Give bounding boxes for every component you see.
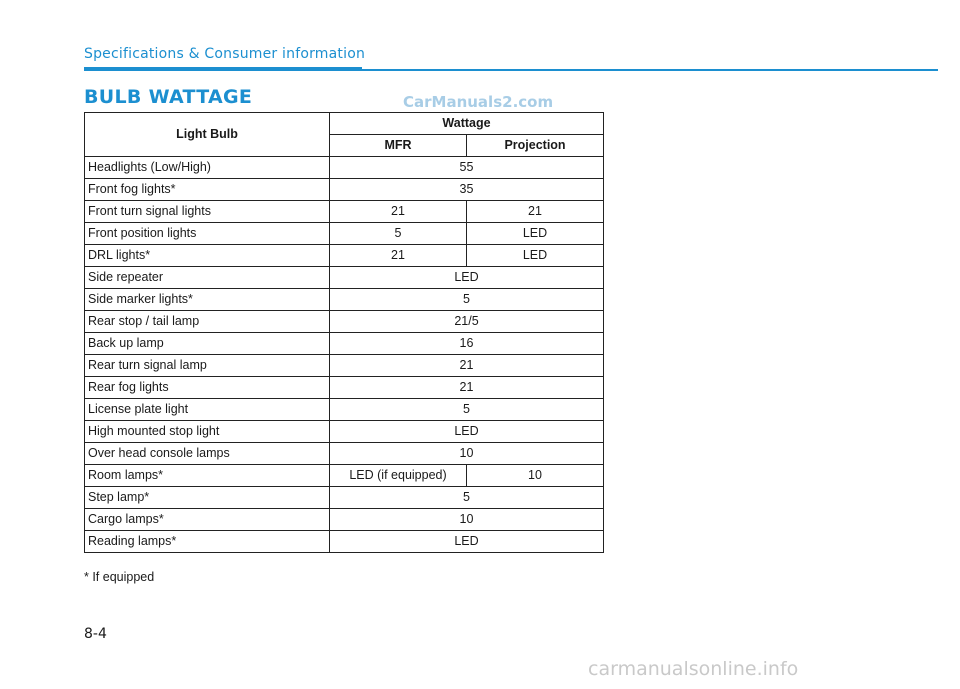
bulb-name-cell: Back up lamp (85, 333, 330, 355)
bulb-name-cell: Cargo lamps* (85, 509, 330, 531)
table-row (85, 509, 604, 531)
table-row (85, 157, 604, 179)
page-heading: BULB WATTAGE (84, 86, 253, 108)
bulb-name-cell: Front position lights (85, 223, 330, 245)
projection-wattage-cell: 21 (467, 201, 604, 223)
table-row (85, 531, 604, 553)
projection-wattage-cell: 10 (467, 465, 604, 487)
table-row (85, 201, 604, 223)
bulb-name-cell: High mounted stop light (85, 421, 330, 443)
table-row (85, 465, 604, 487)
table-row (85, 179, 604, 201)
table-row (85, 399, 604, 421)
header-rule-thick (84, 67, 362, 71)
wattage-cell: 55 (330, 157, 604, 179)
watermark-bottom: carmanualsonline.info (588, 658, 799, 680)
mfr-wattage-cell: 21 (330, 245, 467, 267)
table-row (85, 223, 604, 245)
table-row (85, 311, 604, 333)
bulb-name-cell: Headlights (Low/High) (85, 157, 330, 179)
wattage-cell: LED (330, 421, 604, 443)
table-header-row (85, 113, 604, 135)
table-row (85, 267, 604, 289)
wattage-cell: 5 (330, 487, 604, 509)
wattage-cell: 21 (330, 355, 604, 377)
wattage-cell: 16 (330, 333, 604, 355)
table-row (85, 355, 604, 377)
wattage-cell: 21/5 (330, 311, 604, 333)
bulb-name-cell: Rear fog lights (85, 377, 330, 399)
wattage-cell: 21 (330, 377, 604, 399)
wattage-cell: LED (330, 531, 604, 553)
table-row (85, 421, 604, 443)
wattage-cell: 10 (330, 443, 604, 465)
mfr-wattage-cell: LED (if equipped) (330, 465, 467, 487)
bulb-name-cell: Front fog lights* (85, 179, 330, 201)
bulb-name-cell: Over head console lamps (85, 443, 330, 465)
table-row (85, 443, 604, 465)
bulb-name-cell: Side repeater (85, 267, 330, 289)
footnote: * If equipped (84, 570, 155, 584)
mfr-wattage-cell: 21 (330, 201, 467, 223)
section-title: Specifications & Consumer information (84, 46, 366, 62)
table-row (85, 487, 604, 509)
header-mfr: MFR (330, 135, 467, 157)
bulb-name-cell: Step lamp* (85, 487, 330, 509)
projection-wattage-cell: LED (467, 245, 604, 267)
page-number: 8-4 (84, 626, 107, 642)
bulb-name-cell: Room lamps* (85, 465, 330, 487)
bulb-name-cell: License plate light (85, 399, 330, 421)
header-wattage: Wattage (330, 113, 604, 135)
projection-wattage-cell: LED (467, 223, 604, 245)
header-rule-thin (362, 69, 938, 71)
wattage-cell: LED (330, 267, 604, 289)
header-projection: Projection (467, 135, 604, 157)
bulb-name-cell: Front turn signal lights (85, 201, 330, 223)
wattage-cell: 10 (330, 509, 604, 531)
table-body (85, 157, 604, 553)
table-row (85, 245, 604, 267)
bulb-name-cell: Rear turn signal lamp (85, 355, 330, 377)
table-row (85, 333, 604, 355)
wattage-cell: 5 (330, 399, 604, 421)
header-light-bulb: Light Bulb (85, 113, 330, 157)
bulb-name-cell: Side marker lights* (85, 289, 330, 311)
table-row (85, 289, 604, 311)
wattage-cell: 5 (330, 289, 604, 311)
bulb-wattage-table (84, 112, 604, 553)
bulb-name-cell: DRL lights* (85, 245, 330, 267)
watermark-top: CarManuals2.com (403, 93, 554, 111)
table-row (85, 377, 604, 399)
mfr-wattage-cell: 5 (330, 223, 467, 245)
bulb-name-cell: Reading lamps* (85, 531, 330, 553)
wattage-cell: 35 (330, 179, 604, 201)
bulb-name-cell: Rear stop / tail lamp (85, 311, 330, 333)
